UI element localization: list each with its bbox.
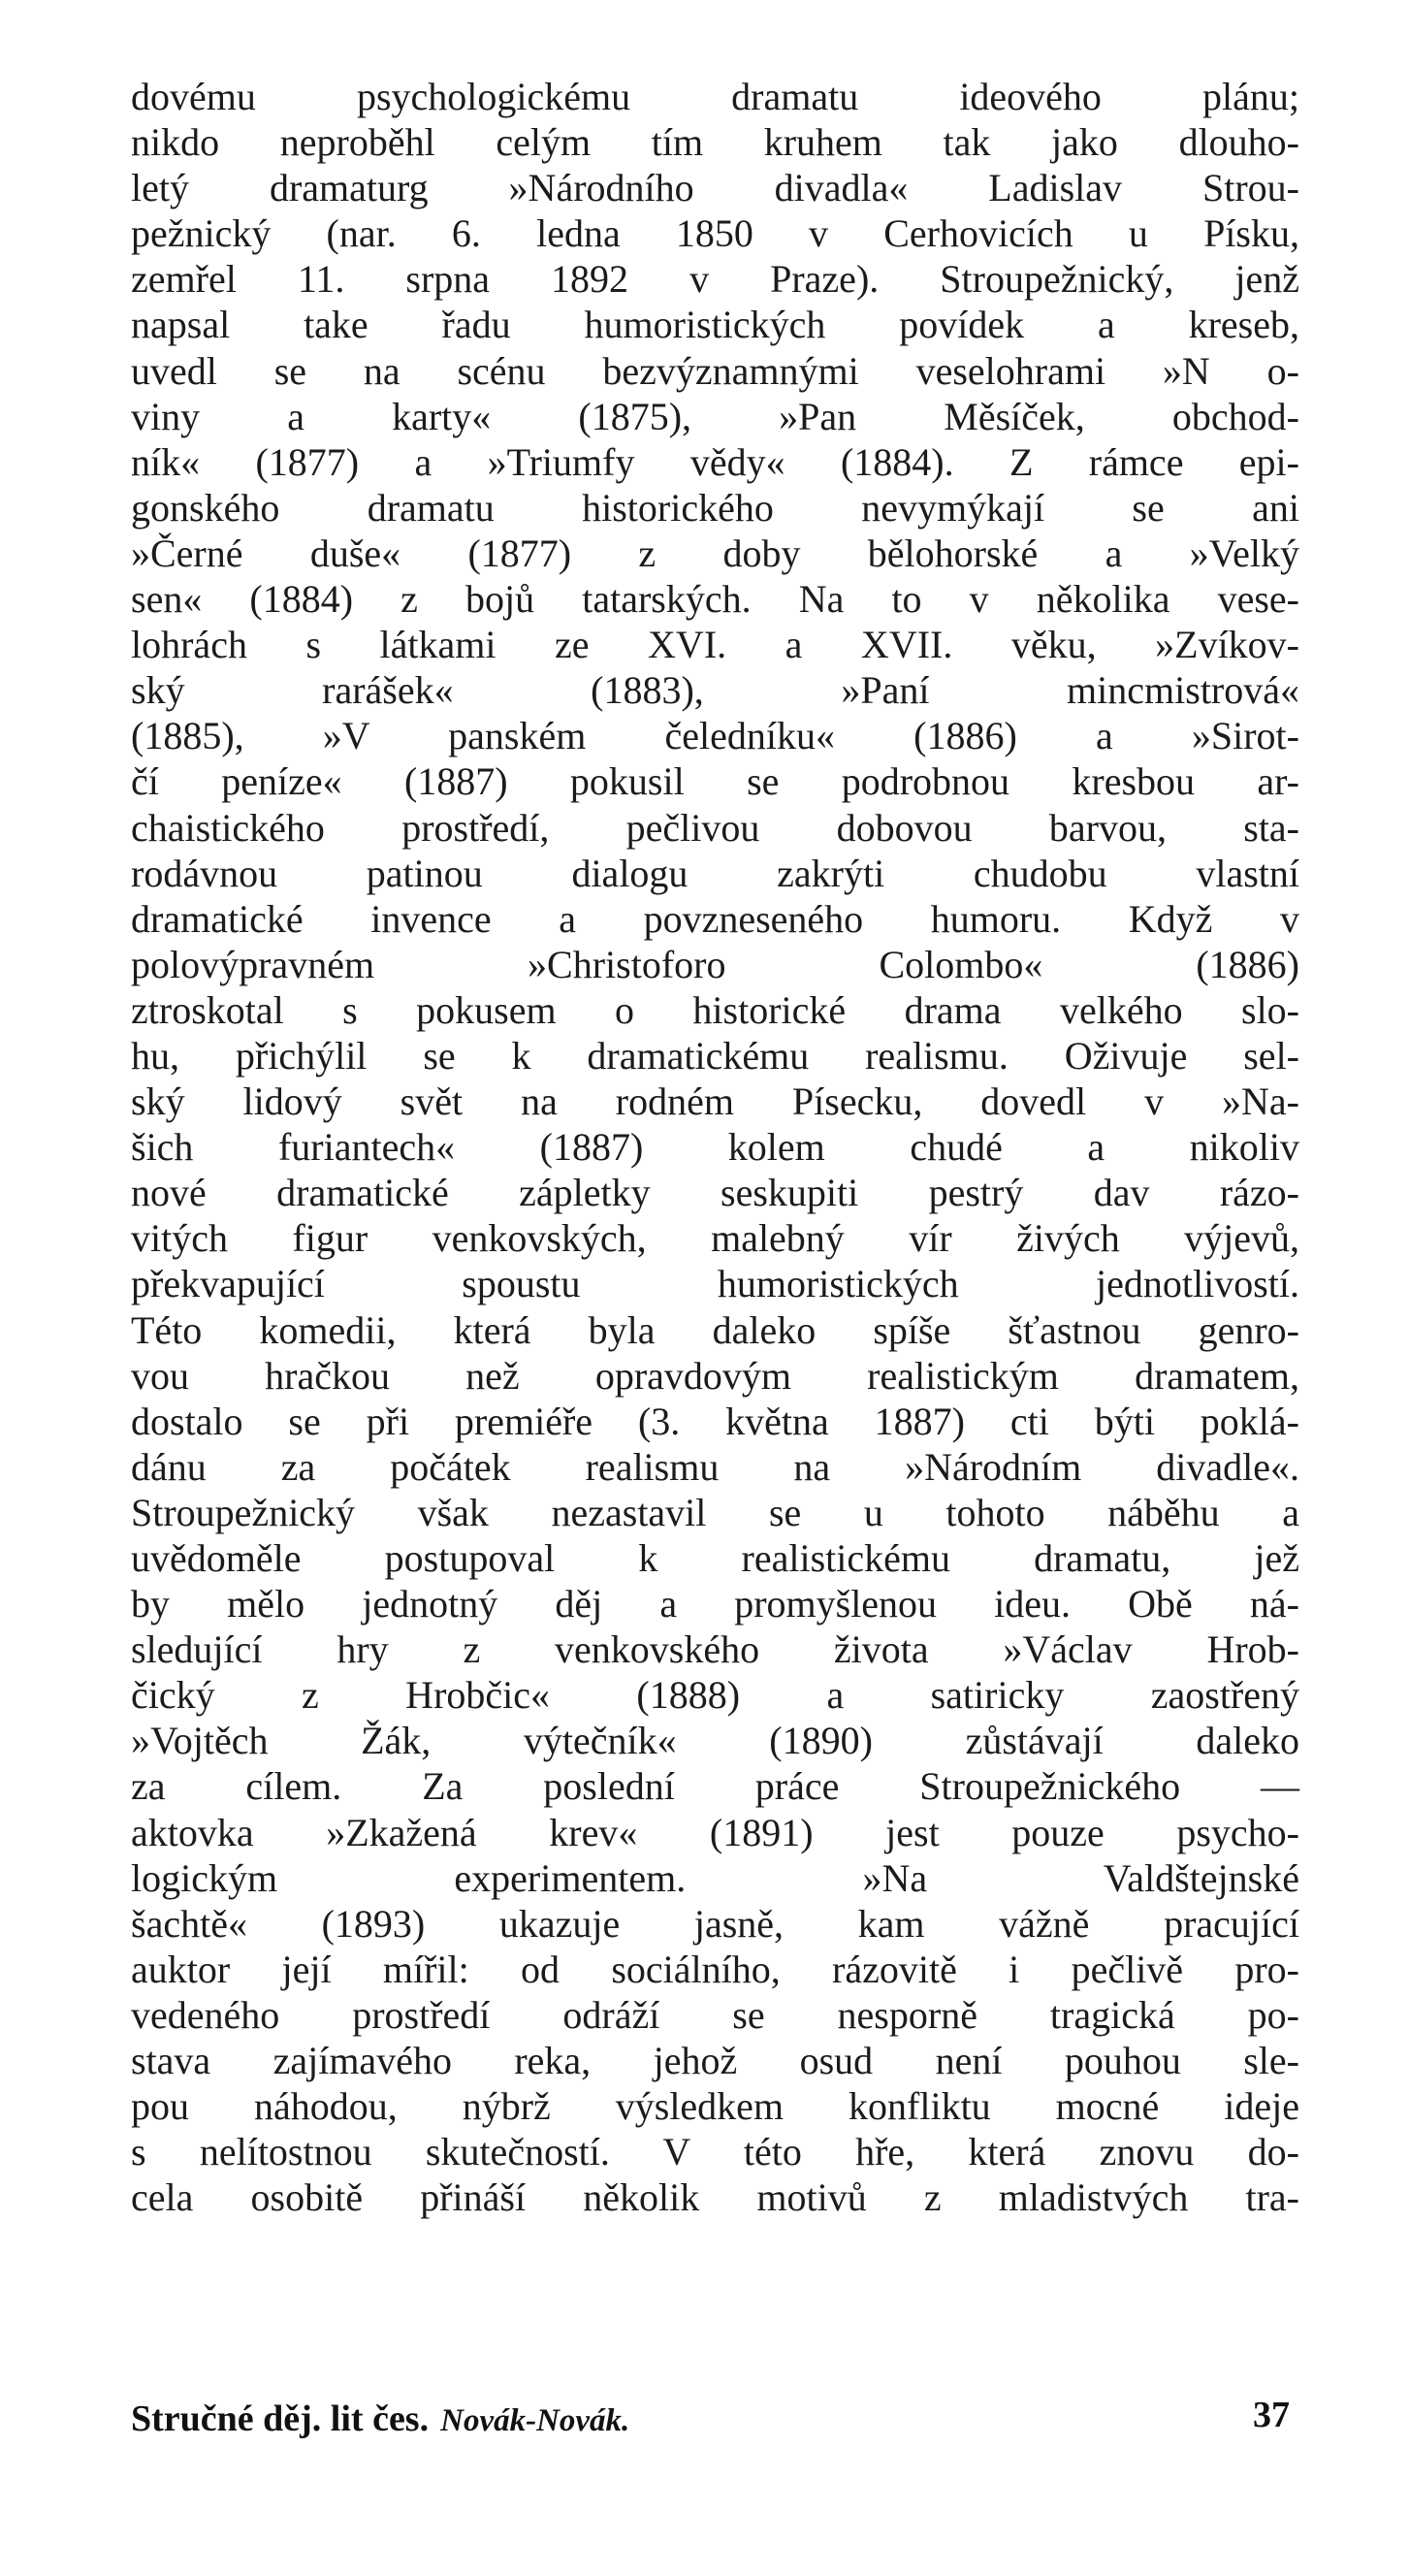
body-text (131, 74, 1299, 2220)
text-line: sen« (1884) z bojů tatarských. Na to v několika vese- (131, 577, 1299, 622)
text-line: stava zajímavého reka, jehož osud není pouhou sle- (131, 2039, 1299, 2083)
text-line: za cílem. Za poslední práce Stroupežnického — (131, 1764, 1299, 1809)
text-line: logickým experimentem. »Na Valdštejnské (131, 1855, 1299, 1900)
text-line: dánu za počátek realismu na »Národním divadle«. (131, 1444, 1299, 1489)
text-line: šich furiantech« (1887) kolem chudé a nikoliv (131, 1125, 1299, 1170)
text-line: uvedl se na scénu bezvýznamnými veselohrami »N o- (131, 348, 1299, 393)
text-line: letý dramaturg »Národního divadla« Ladislav Strou- (131, 166, 1299, 210)
signature-title: Stručné děj. lit čes. (131, 2399, 430, 2439)
text-line: s nelítostnou skutečností. V této hře, která znovu do- (131, 2130, 1299, 2174)
text-line: »Vojtěch Žák, výtečník« (1890) zůstávají daleko (131, 1719, 1299, 1763)
text-line: uvědoměle postupoval k realistickému dramatu, jež (131, 1536, 1299, 1580)
text-line: ztroskotal s pokusem o historické drama velkého slo- (131, 987, 1299, 1032)
text-line: hu, přichýlil se k dramatickému realismu. Oživuje sel- (131, 1033, 1299, 1078)
text-line: »Černé duše« (1877) z doby bělohorské a »Velký (131, 531, 1299, 575)
text-line: ník« (1877) a »Triumfy vědy« (1884). Z rámce epi- (131, 439, 1299, 484)
text-line: Této komedii, která byla daleko spíše šťastnou genro- (131, 1307, 1299, 1352)
text-line: sledující hry z venkovského života »Václav Hrob- (131, 1627, 1299, 1672)
text-line: rodávnou patinou dialogu zakrýti chudobu vlastní (131, 851, 1299, 895)
text-line: vitých figur venkovských, malebný vír živých výjevů, (131, 1216, 1299, 1261)
text-line: překvapující spoustu humoristických jednotlivostí. (131, 1262, 1299, 1306)
text-line: napsal take řadu humoristických povídek a kreseb, (131, 303, 1299, 347)
signature-mark (131, 2398, 629, 2440)
text-line: nikdo neproběhl celým tím kruhem tak jako dlouho- (131, 120, 1299, 165)
page-footer (131, 2395, 1299, 2446)
signature-author: Novák-Novák. (440, 2403, 630, 2438)
text-line: ský lidový svět na rodném Písecku, dovedl v »Na- (131, 1079, 1299, 1124)
text-line: zemřel 11. srpna 1892 v Praze). Stroupežnický, jenž (131, 257, 1299, 302)
text-line: dostalo se při premiéře (3. května 1887) cti býti poklá- (131, 1399, 1299, 1443)
text-line: vou hračkou než opravdovým realistickým dramatem, (131, 1353, 1299, 1398)
text-line: šachtě« (1893) ukazuje jasně, kam vážně pracující (131, 1901, 1299, 1946)
text-line: by mělo jednotný děj a promyšlenou ideu. Obě ná- (131, 1582, 1299, 1626)
text-line: aktovka »Zkažená krev« (1891) jest pouze psycho- (131, 1810, 1299, 1854)
text-line: čický z Hrobčic« (1888) a satiricky zaostřený (131, 1673, 1299, 1718)
text-line: lohrách s látkami ze XVI. a XVII. věku, »Zvíkov- (131, 623, 1299, 667)
text-line: pežnický (nar. 6. ledna 1850 v Cerhovicích u Písku, (131, 211, 1299, 256)
text-line: (1885), »V panském čeledníku« (1886) a »Sirot- (131, 714, 1299, 758)
text-line: vedeného prostředí odráží se nesporně tragická po- (131, 1992, 1299, 2037)
text-line: ský rarášek« (1883), »Paní mincmistrová« (131, 668, 1299, 713)
text-line: cela osobitě přináší několik motivů z mladistvých tra- (131, 2175, 1299, 2220)
text-line: viny a karty« (1875), »Pan Měsíček, obchod- (131, 394, 1299, 438)
text-line: čí peníze« (1887) pokusil se podrobnou kresbou ar- (131, 759, 1299, 804)
text-line: auktor její mířil: od sociálního, rázovitě i pečlivě pro- (131, 1947, 1299, 1991)
text-line: nové dramatické zápletky seskupiti pestrý dav rázo- (131, 1171, 1299, 1215)
text-line: dramatické invence a povzneseného humoru. Když v (131, 896, 1299, 941)
text-line: chaistického prostředí, pečlivou dobovou barvou, sta- (131, 805, 1299, 850)
text-line: pou náhodou, nýbrž výsledkem konfliktu mocné ideje (131, 2084, 1299, 2129)
text-line: polovýpravném »Christoforo Colombo« (1886) (131, 942, 1299, 986)
text-line: dovému psychologickému dramatu ideového plánu; (131, 75, 1299, 118)
page-number: 37 (1253, 2395, 1290, 2435)
text-line: Stroupežnický však nezastavil se u tohoto náběhu a (131, 1490, 1299, 1534)
text-line: gonského dramatu historického nevymýkají se ani (131, 485, 1299, 530)
